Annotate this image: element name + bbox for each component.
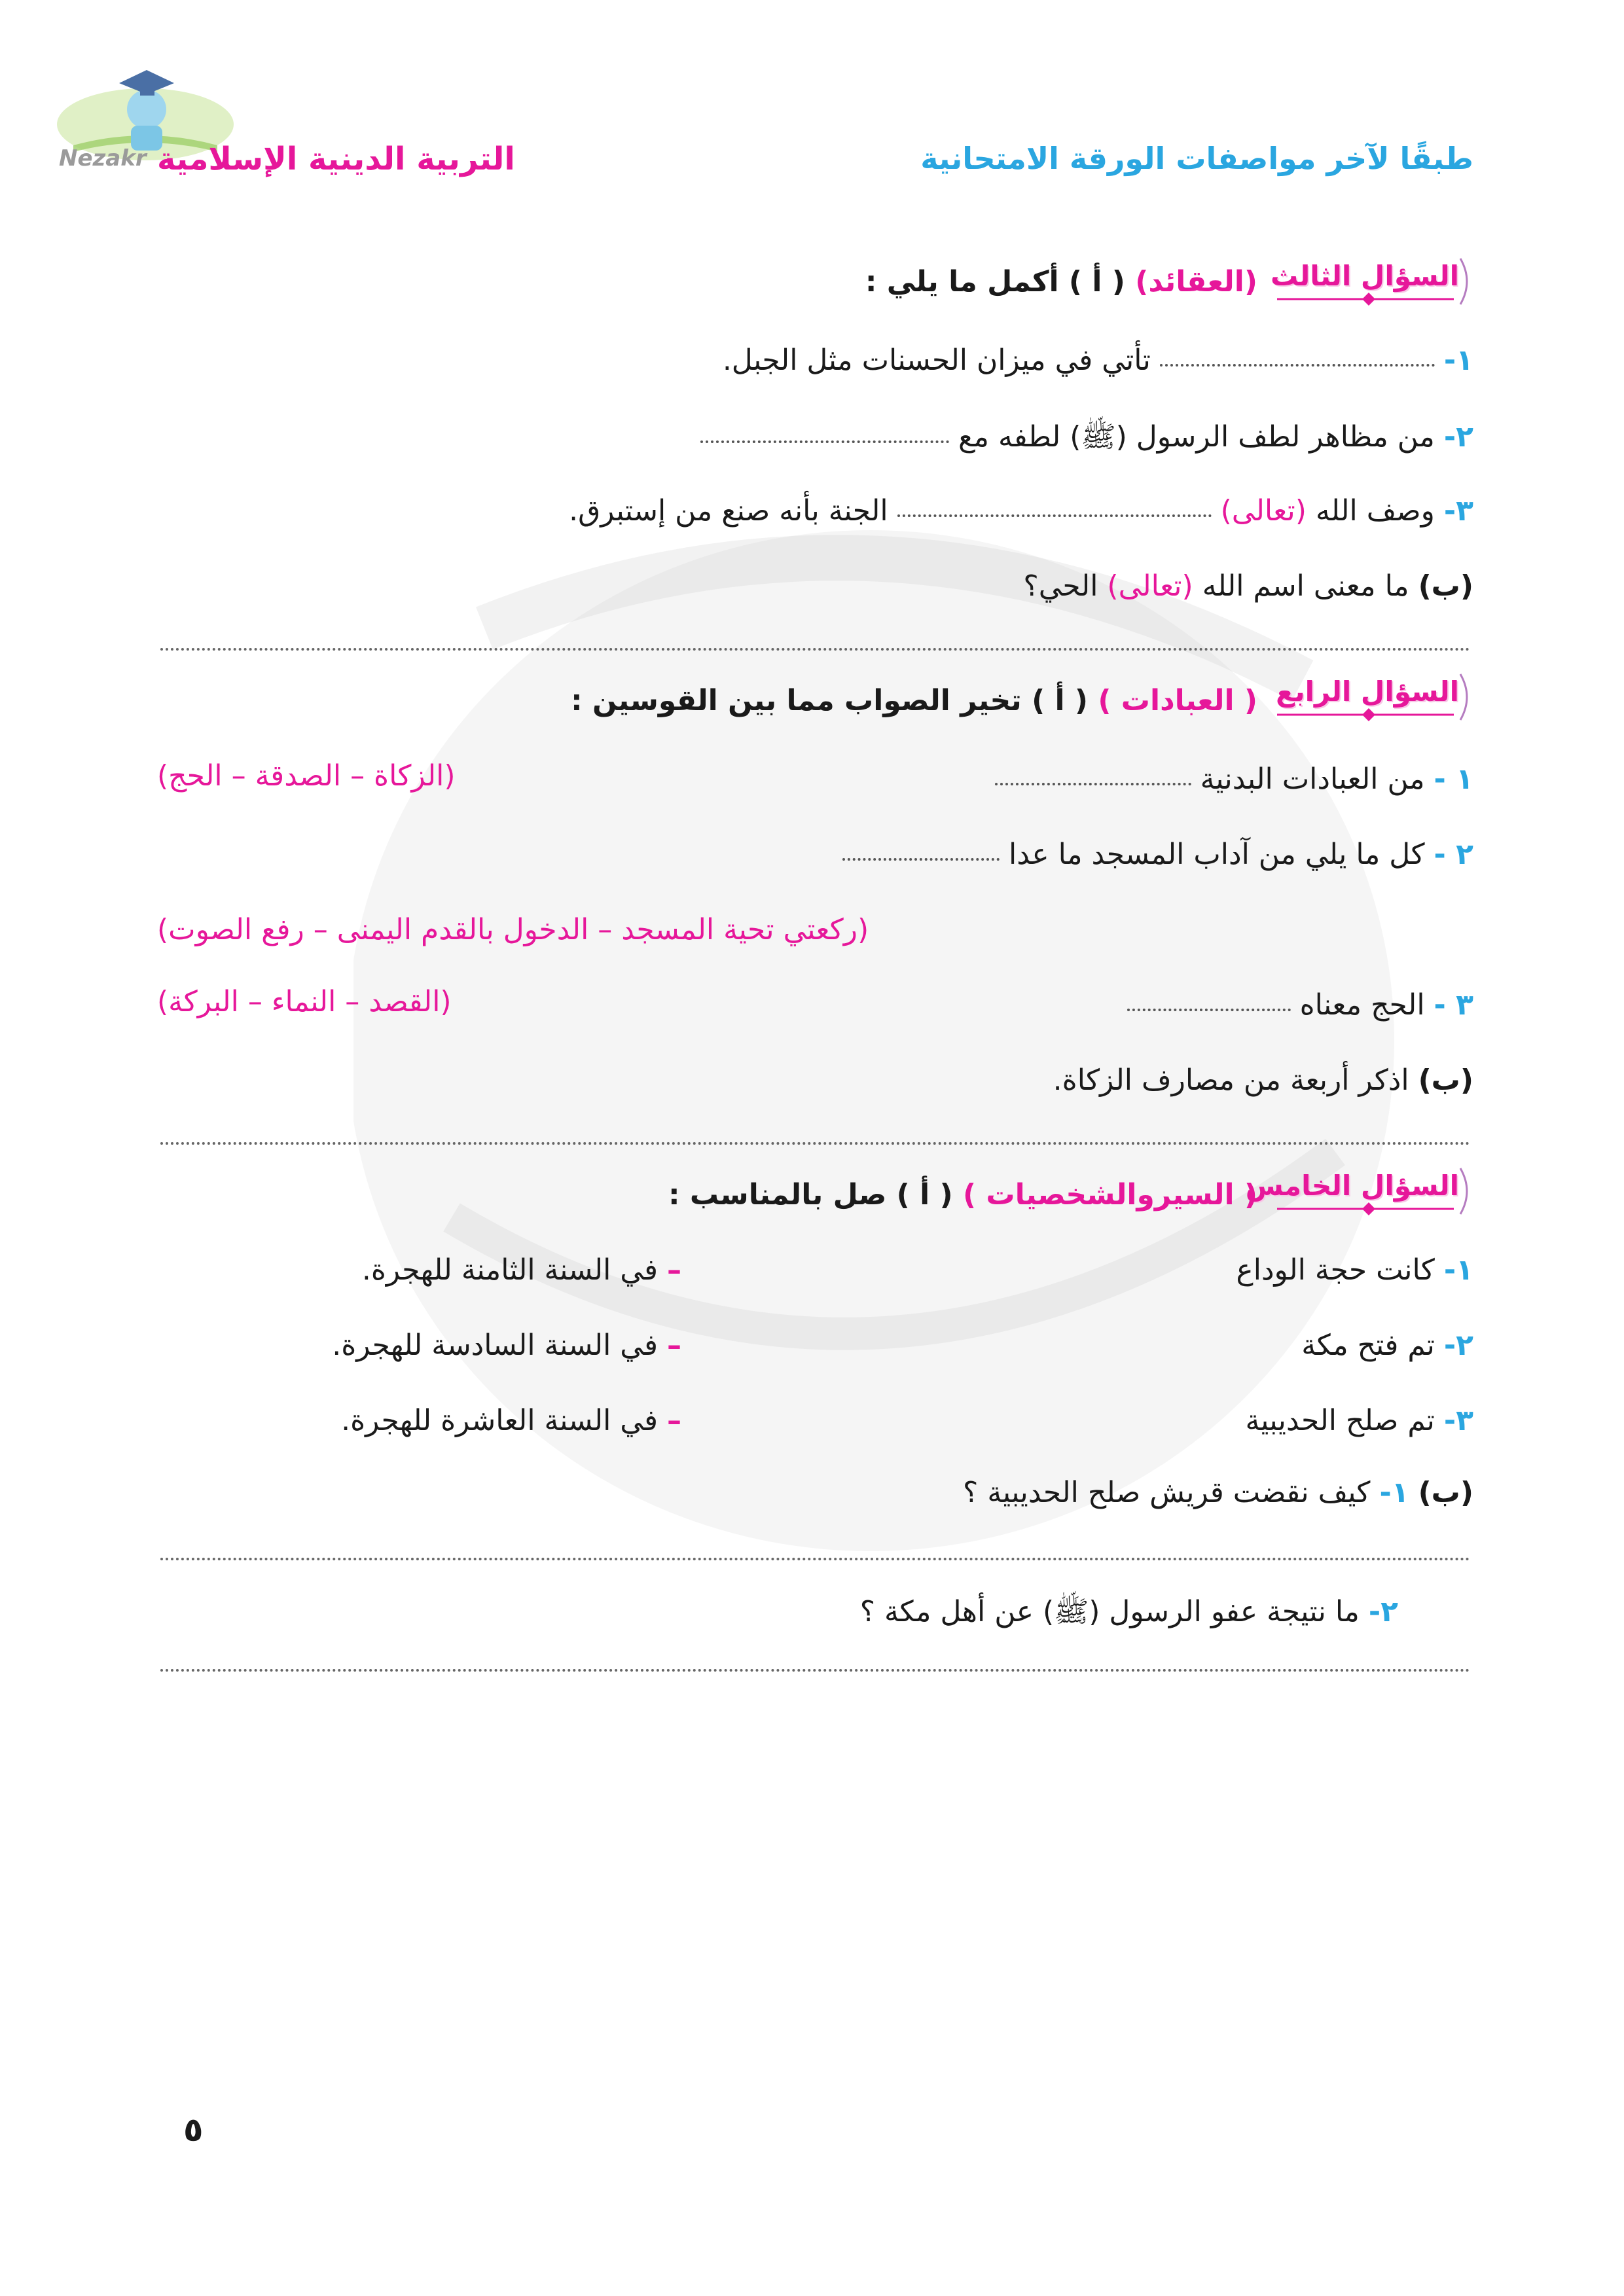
match-dash: – bbox=[667, 1404, 681, 1437]
q4-item-2 bbox=[842, 838, 1473, 871]
item-number: ٣ - bbox=[1434, 988, 1473, 1022]
item-text: وصف الله bbox=[1315, 494, 1435, 528]
q3-item-3 bbox=[569, 494, 1473, 528]
q4-item-1 bbox=[995, 762, 1473, 796]
match-text: في السنة الثامنة للهجرة. bbox=[361, 1253, 658, 1287]
q5-left-item-1 bbox=[1236, 1253, 1473, 1287]
q4-badge-label: السؤال الرابع bbox=[1276, 675, 1459, 708]
part-b-text: كيف نقضت قريش صلح الحديبية ؟ bbox=[963, 1476, 1371, 1509]
item-number: ٢- bbox=[1368, 1595, 1398, 1628]
q3-badge-label: السؤال الثالث bbox=[1270, 260, 1459, 292]
item-text: تم صلح الحديبية bbox=[1245, 1404, 1435, 1437]
part-b-text: ما معنى اسم الله bbox=[1202, 569, 1409, 603]
blank-line[interactable] bbox=[1127, 1002, 1291, 1011]
part-b-label: (ب) bbox=[1418, 1476, 1473, 1509]
item-text: تم فتح مكة bbox=[1301, 1329, 1435, 1362]
item-text: الجنة بأنه صنع من إستبرق. bbox=[569, 494, 888, 528]
q4-topic: ( العبادات ) bbox=[1098, 684, 1257, 717]
separator bbox=[160, 1142, 1470, 1145]
part-b-label: (ب) bbox=[1418, 569, 1473, 603]
match-dash: – bbox=[667, 1253, 681, 1287]
item-number: ٣- bbox=[1443, 1404, 1473, 1437]
q5-right-item-1 bbox=[362, 1253, 681, 1287]
q4-badge bbox=[1264, 668, 1473, 726]
match-text: في السنة العاشرة للهجرة. bbox=[341, 1404, 658, 1437]
separator bbox=[160, 1558, 1470, 1560]
subject-title: التربية الدينية الإسلامية bbox=[157, 141, 515, 177]
blank-line[interactable] bbox=[995, 776, 1191, 785]
q5-badge bbox=[1245, 1162, 1473, 1221]
q4-item-3 bbox=[1127, 988, 1473, 1022]
page-number: ٥ bbox=[183, 2111, 204, 2149]
part-b-label: (ب) bbox=[1418, 1064, 1473, 1097]
q5-topic: ( السيروالشخصيات ) bbox=[962, 1178, 1257, 1211]
q5-right-item-3 bbox=[341, 1404, 681, 1437]
part-b-text: اذكر أربعة من مصارف الزكاة. bbox=[1053, 1064, 1409, 1097]
q3-badge bbox=[1264, 252, 1473, 311]
part-b-paren: (تعالى) bbox=[1107, 569, 1193, 603]
q4-header bbox=[571, 684, 1257, 717]
logo-text: Nezakr bbox=[59, 145, 147, 171]
item-number: ٢- bbox=[1443, 1329, 1473, 1362]
item-number: ٣- bbox=[1443, 494, 1473, 528]
part-b-text: ما نتيجة عفو الرسول (ﷺ) عن أهل مكة ؟ bbox=[859, 1595, 1360, 1628]
q3-topic: (العقائد) bbox=[1135, 265, 1257, 298]
q3-item-1 bbox=[723, 344, 1473, 377]
blank-line[interactable] bbox=[1160, 357, 1435, 367]
separator bbox=[160, 1669, 1470, 1672]
q5-right-item-2 bbox=[332, 1329, 681, 1362]
separator bbox=[160, 648, 1470, 651]
blank-line[interactable] bbox=[842, 852, 1000, 861]
q4-options-3: (القصد – النماء – البركة) bbox=[157, 985, 452, 1018]
item-paren: (تعالى) bbox=[1220, 494, 1307, 528]
part-b-text: الحي؟ bbox=[1023, 569, 1098, 603]
q5-left-item-3 bbox=[1246, 1404, 1473, 1437]
item-text: كل ما يلي من آداب المسجد ما عدا bbox=[1009, 838, 1425, 871]
q4-options-2: (ركعتي تحية المسجد – الدخول بالقدم اليمنى – رفع الصوت) bbox=[157, 913, 869, 946]
q3-part-a: ( أ ) أكمل ما يلي : bbox=[865, 265, 1125, 298]
item-text: من العبادات البدنية bbox=[1200, 762, 1425, 796]
item-text: من مظاهر لطف الرسول (ﷺ) لطفه مع bbox=[958, 420, 1435, 454]
q5-part-a: ( أ ) صل بالمناسب : bbox=[668, 1178, 953, 1211]
q5-part-b-1 bbox=[963, 1476, 1473, 1509]
item-number: ١- bbox=[1443, 1253, 1473, 1287]
item-text: تأتي في ميزان الحسنات مثل الجبل. bbox=[722, 344, 1151, 377]
item-text: الحج معناه bbox=[1299, 988, 1425, 1022]
q3-part-b bbox=[1023, 569, 1473, 603]
item-text: كانت حجة الوداع bbox=[1236, 1253, 1435, 1287]
match-dash: – bbox=[667, 1329, 681, 1362]
q5-header bbox=[668, 1178, 1257, 1211]
q5-badge-label: السؤال الخامس bbox=[1245, 1170, 1459, 1202]
header-title: طبقًا لآخر مواصفات الورقة الامتحانية bbox=[920, 141, 1473, 176]
q4-part-a: ( أ ) تخير الصواب مما بين القوسين : bbox=[571, 684, 1089, 717]
q3-header bbox=[865, 265, 1257, 298]
item-number: ٢- bbox=[1443, 420, 1473, 454]
q4-part-b bbox=[1053, 1064, 1473, 1097]
item-number: ١- bbox=[1379, 1476, 1409, 1509]
q4-options-1: (الزكاة – الصدقة – الحج) bbox=[157, 759, 456, 793]
item-number: ٢ - bbox=[1434, 838, 1473, 871]
q5-part-b-2 bbox=[860, 1594, 1398, 1636]
q3-item-2 bbox=[700, 419, 1473, 461]
match-text: في السنة السادسة للهجرة. bbox=[332, 1329, 658, 1362]
q5-left-item-2 bbox=[1301, 1329, 1473, 1362]
blank-line[interactable] bbox=[897, 508, 1212, 517]
item-number: ١- bbox=[1443, 344, 1473, 377]
item-number: ١ - bbox=[1434, 762, 1473, 796]
blank-line[interactable] bbox=[700, 434, 949, 443]
